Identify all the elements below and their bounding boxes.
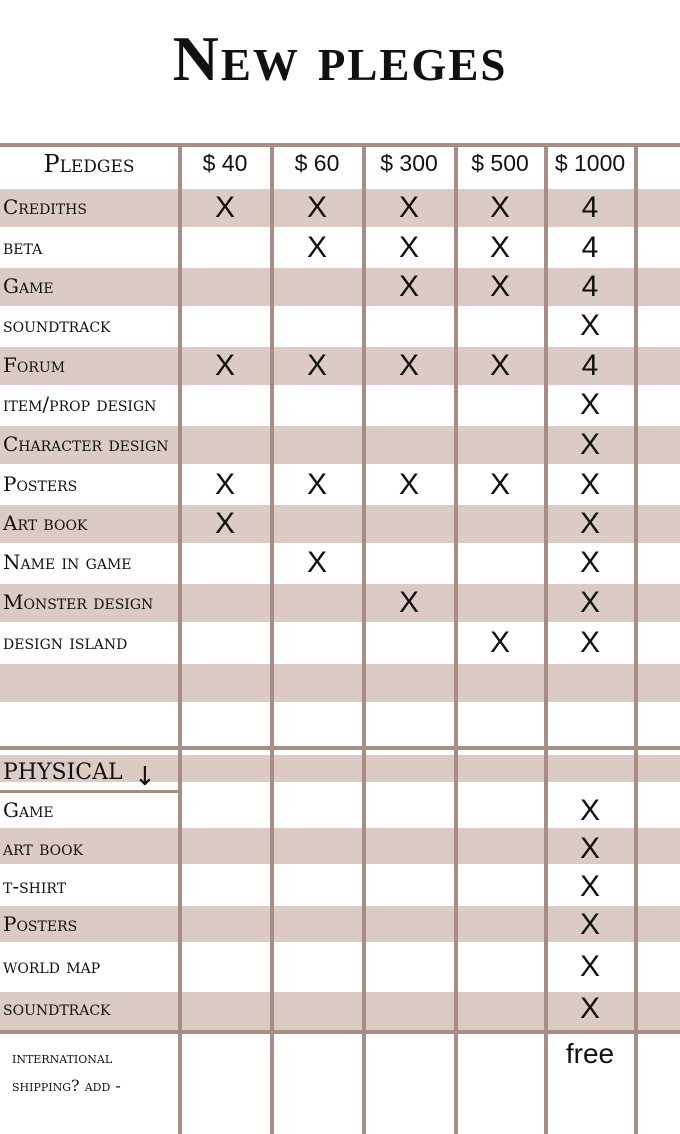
row-label: beta [3, 235, 43, 259]
row-label: soundtrack [3, 996, 111, 1020]
column-divider [270, 143, 274, 1134]
row-band [0, 664, 680, 702]
row-label: world map [3, 954, 101, 978]
header-pledges: Pledges [43, 150, 135, 178]
row-label: Art book [3, 511, 88, 535]
row-label: Posters [3, 472, 78, 496]
row-label: Character design [3, 432, 169, 456]
tier-mark: X [579, 992, 600, 1025]
shipping-divider [0, 1030, 680, 1034]
tier-mark: X [579, 626, 600, 659]
tier-mark: X [398, 191, 419, 224]
tier-mark: X [489, 270, 510, 303]
tier-mark: X [214, 349, 235, 382]
shipping-value: free [565, 1038, 615, 1069]
row-label: Name in game [3, 550, 132, 574]
row-label: soundtrack [3, 313, 111, 337]
column-divider [634, 143, 638, 1134]
row-label: Game [3, 798, 54, 822]
tier-mark: X [579, 468, 600, 501]
tier-header-4: $ 1000 [554, 150, 626, 176]
arrow-down-icon: ↓ [134, 762, 156, 792]
tier-mark: X [398, 349, 419, 382]
tier-mark: X [579, 832, 600, 865]
tier-mark: X [489, 191, 510, 224]
tier-mark: X [398, 270, 419, 303]
tier-mark: X [214, 468, 235, 501]
tier-mark: X [489, 468, 510, 501]
shipping-note [12, 1044, 182, 1100]
row-label: Forum [3, 353, 66, 377]
tier-mark: X [306, 546, 327, 579]
tier-mark: X [398, 468, 419, 501]
row-label: Crediths [3, 195, 87, 219]
tier-mark: X [489, 349, 510, 382]
tier-mark: X [214, 191, 235, 224]
tier-mark: X [579, 586, 600, 619]
tier-mark: X [579, 388, 600, 421]
tier-mark: X [579, 507, 600, 540]
row-label: Posters [3, 912, 78, 936]
tier-mark: X [306, 349, 327, 382]
tier-mark: 4 [581, 270, 599, 303]
row-label: design island [3, 630, 128, 654]
tier-header-0: $ 40 [202, 150, 248, 176]
tier-mark: X [306, 468, 327, 501]
tier-mark: X [579, 309, 600, 342]
page-title: New pleges [172, 23, 508, 94]
row-label: Monster design [3, 590, 154, 614]
tier-mark: X [579, 794, 600, 827]
shipping-line-1: international [12, 1048, 113, 1067]
tier-mark: X [489, 626, 510, 659]
tier-mark: X [579, 870, 600, 903]
tier-mark: X [579, 428, 600, 461]
tier-header-3: $ 500 [471, 150, 529, 176]
tier-mark: X [398, 586, 419, 619]
tier-mark: X [306, 231, 327, 264]
row-label: Game [3, 274, 54, 298]
physical-heading: PHYSICAL [3, 760, 123, 785]
row-label: t-shirt [3, 874, 67, 898]
tier-mark: X [214, 507, 235, 540]
row-label: art book [3, 836, 84, 860]
tier-mark: X [579, 950, 600, 983]
tier-mark: X [398, 231, 419, 264]
section-divider [0, 746, 680, 750]
tier-mark: X [579, 908, 600, 941]
tier-mark: 4 [581, 349, 599, 382]
tier-mark: X [489, 231, 510, 264]
tier-mark: X [306, 191, 327, 224]
column-divider [178, 143, 182, 1134]
shipping-line-2: shipping? add - [12, 1076, 121, 1095]
table-top-border [0, 143, 680, 147]
tier-mark: 4 [581, 231, 599, 264]
tier-mark: 4 [581, 191, 599, 224]
row-label: item/prop design [3, 392, 157, 416]
tier-header-2: $ 300 [380, 150, 438, 176]
tier-header-1: $ 60 [294, 150, 340, 176]
tier-mark: X [579, 546, 600, 579]
